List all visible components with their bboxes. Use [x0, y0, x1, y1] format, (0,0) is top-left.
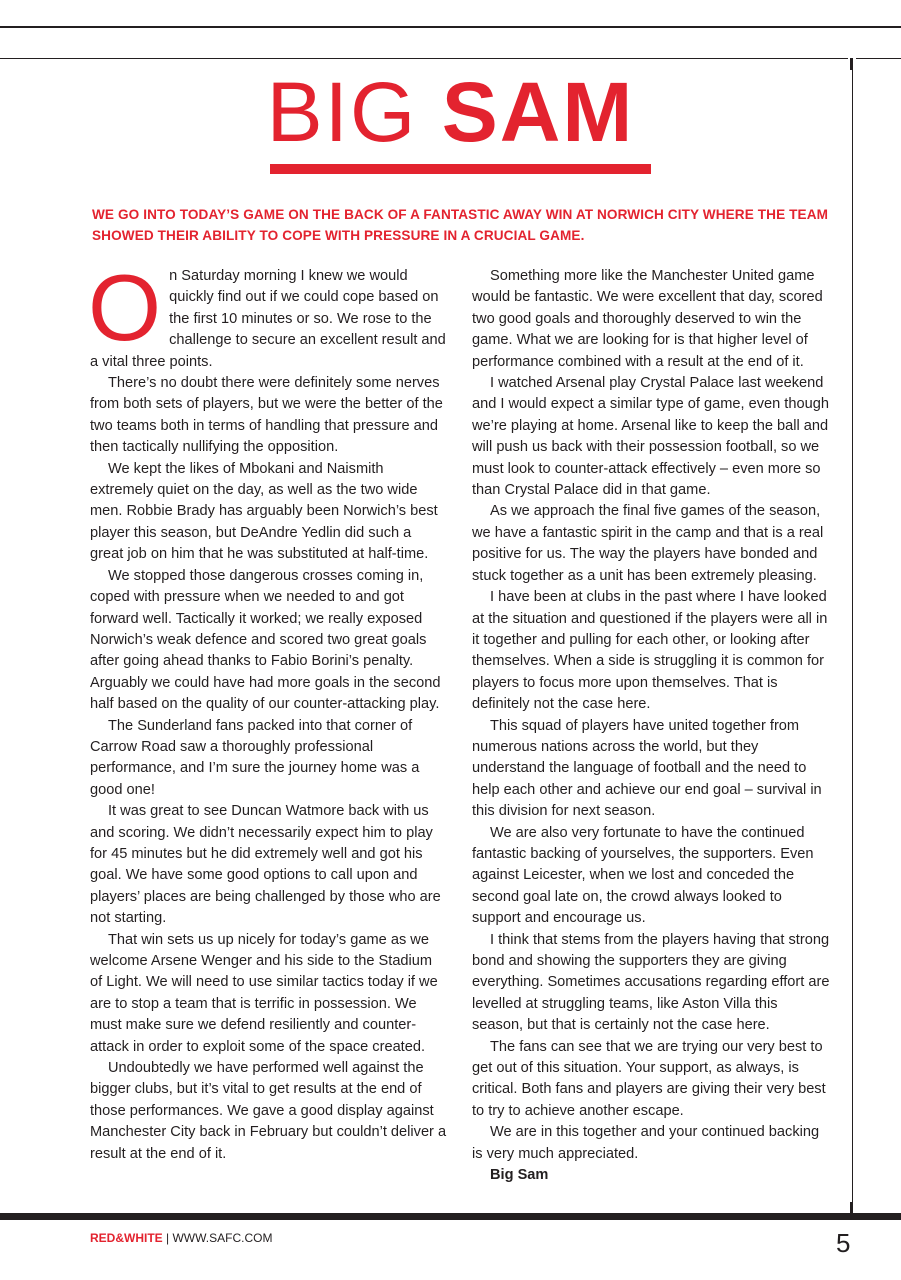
article-paragraph: This squad of players have united together from numerous nations across the world, but they understand the language of football and the need to help each other and achieve our end goal – survival in this division for next season.: [472, 717, 822, 820]
brand-name: RED&WHITE: [90, 1231, 163, 1245]
title-light: BIG: [266, 65, 418, 159]
standfirst: WE GO INTO TODAY’S GAME ON THE BACK OF A FANTASTIC AWAY WIN AT NORWICH CITY WHERE THE TEAM SHOWED THEIR ABILITY TO COPE WITH PRESSURE IN A CRUCIAL GAME.: [92, 207, 829, 243]
footer-separator: |: [166, 1231, 170, 1245]
footer-brand: [90, 1230, 272, 1246]
masthead: [0, 62, 901, 162]
article-paragraph: Something more like the Manchester United game would be fantastic. We were excellent that day, scored two good goals and thoroughly deserved to win the game. What we are looking for is that higher level of performance combined with a result at the end of it.: [472, 268, 823, 370]
crop-rule-right: [856, 58, 901, 59]
page-number: 5: [836, 1228, 851, 1258]
article-paragraph: The fans can see that we are trying our very best to get out of this situation. Your support, as always, is critical. Both fans and players are giving their very best to try to achieve another escape.: [472, 1038, 826, 1119]
article-paragraph: Undoubtedly we have performed well against the bigger clubs, but it’s vital to get results at the end of those performances. We gave a good display against Manchester City back in February but couldn’t deliver a result at the end of it.: [90, 1060, 447, 1162]
article-paragraph: As we approach the final five games of the season, we have a fantastic spirit in the camp and that is a real positive for us. The way the players have bonded and stuck together as a unit has been extremely pleasing.: [472, 503, 824, 584]
drop-cap: O: [88, 255, 162, 360]
article-paragraph: The Sunderland fans packed into that corner of Carrow Road saw a thoroughly professional performance, and I’m sure the journey home was a good one!: [90, 717, 420, 798]
article-paragraph: That win sets us up nicely for today’s game as we welcome Arsene Wenger and his side to the Stadium of Light. We will need to use similar tactics today if we are to stop a team that is terrific in possession. We must make sure we defend resiliently and counter-attack in order to exploit some of the space created.: [90, 931, 438, 1055]
article-paragraph: It was great to see Duncan Watmore back with us and scoring. We didn’t necessarily expect him to play for 45 minutes but he did extremely well and got his goal. We have some good options to call upon and players’ places are being challenged by those who are not starting.: [90, 803, 441, 927]
article-column-left: [88, 255, 448, 1165]
article-column-right: [472, 266, 830, 1186]
title-underline: [270, 164, 651, 174]
signoff: Big Sam: [490, 1167, 549, 1184]
footer-bar: [0, 1213, 901, 1220]
top-rule: [0, 26, 901, 28]
website-url: WWW.SAFC.COM: [172, 1231, 273, 1245]
page-title: [267, 62, 635, 162]
article-paragraph: We kept the likes of Mbokani and Naismith extremely quiet on the day, as well as the two wide men. Robbie Brady has arguably been Norwich’s best player this season, but DeAndre Yedlin did such a great job on him that he was substituted at half-time.: [90, 460, 438, 563]
crop-rule: [0, 58, 848, 59]
article-paragraph-first: [88, 255, 448, 373]
first-paragraph-text: n Saturday morning I knew we would quickly find out if we could cope based on the first 10 minutes or so. We rose to the challenge to secure an excellent result and a vital three points.: [90, 268, 446, 370]
title-bold: SAM: [441, 65, 635, 159]
article-paragraph: We stopped those dangerous crosses coming in, coped with pressure when we needed to and got forward well. Tactically it worked; we really exposed Norwich’s weak defence and scored two great goals after going ahead thanks to Fabio Borini’s penalty. Arguably we could have had more goals in the second half based on the quality of our counter-attacking play.: [90, 567, 441, 713]
article-paragraph: There’s no doubt there were definitely some nerves from both sets of players, but we were the better of the two teams both in terms of handling that pressure and then tactically nullifying the opposition.: [90, 375, 443, 456]
article-paragraph: We are also very fortunate to have the continued fantastic backing of yourselves, the supporters. Even against Leicester, when we lost and conceded the second goal late on, the crowd always looked to support and encourage us.: [472, 824, 814, 927]
article-paragraph: We are in this together and your continued backing is very much appreciated.: [472, 1124, 820, 1162]
article-paragraph: I think that stems from the players having that strong bond and showing the supporters they are giving everything. Sometimes accusations regarding effort are levelled at struggling teams, like Aston Villa this season, but that is certainly not the case here.: [472, 931, 830, 1034]
article-paragraph: I watched Arsenal play Crystal Palace last weekend and I would expect a similar type of game, even though we’re playing at home. Arsenal like to keep the ball and will push us back with their possession football, so we must look to counter-attack effectively – even more so than Crystal Palace did in that game.: [472, 375, 829, 499]
article-paragraph: I have been at clubs in the past where I have looked at the situation and questioned if the players were all in it together and pulling for each other, or looking after themselves. When a side is struggling it is common for players to focus more upon themselves. That is definitely not the case here.: [472, 589, 828, 713]
crop-vertical-rule: [852, 70, 853, 1210]
